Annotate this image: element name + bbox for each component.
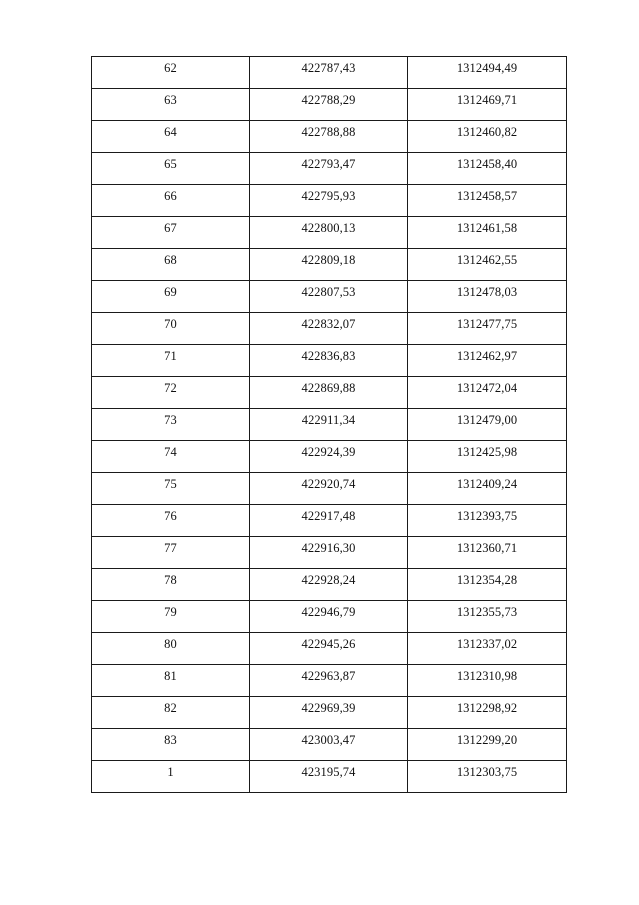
x-coordinate-cell: 422832,07: [250, 313, 408, 345]
y-coordinate-cell: 1312393,75: [408, 505, 567, 537]
x-coordinate-cell: 422800,13: [250, 217, 408, 249]
table-row: [92, 441, 567, 473]
x-coordinate-cell: 422928,24: [250, 569, 408, 601]
point-number-cell: 67: [92, 217, 250, 249]
point-number-cell: 64: [92, 121, 250, 153]
table-row: [92, 249, 567, 281]
table-row: [92, 185, 567, 217]
y-coordinate-cell: 1312479,00: [408, 409, 567, 441]
x-coordinate-cell: 422809,18: [250, 249, 408, 281]
y-coordinate-cell: 1312462,97: [408, 345, 567, 377]
table-row: [92, 313, 567, 345]
y-coordinate-cell: 1312298,92: [408, 697, 567, 729]
y-coordinate-cell: 1312299,20: [408, 729, 567, 761]
point-number-cell: 80: [92, 633, 250, 665]
table-row: [92, 569, 567, 601]
x-coordinate-cell: 423003,47: [250, 729, 408, 761]
y-coordinate-cell: 1312425,98: [408, 441, 567, 473]
y-coordinate-cell: 1312461,58: [408, 217, 567, 249]
point-number-cell: 79: [92, 601, 250, 633]
y-coordinate-cell: 1312360,71: [408, 537, 567, 569]
y-coordinate-cell: 1312355,73: [408, 601, 567, 633]
point-number-cell: 76: [92, 505, 250, 537]
x-coordinate-cell: 422945,26: [250, 633, 408, 665]
point-number-cell: 83: [92, 729, 250, 761]
x-coordinate-cell: 422795,93: [250, 185, 408, 217]
point-number-cell: 73: [92, 409, 250, 441]
point-number-cell: 63: [92, 89, 250, 121]
point-number-cell: 71: [92, 345, 250, 377]
x-coordinate-cell: 422793,47: [250, 153, 408, 185]
coordinates-table: [91, 56, 567, 793]
table-row: [92, 505, 567, 537]
y-coordinate-cell: 1312477,75: [408, 313, 567, 345]
x-coordinate-cell: 422869,88: [250, 377, 408, 409]
table-row: [92, 665, 567, 697]
x-coordinate-cell: 422963,87: [250, 665, 408, 697]
x-coordinate-cell: 422969,39: [250, 697, 408, 729]
point-number-cell: 70: [92, 313, 250, 345]
x-coordinate-cell: 422916,30: [250, 537, 408, 569]
x-coordinate-cell: 422946,79: [250, 601, 408, 633]
table-row: [92, 537, 567, 569]
y-coordinate-cell: 1312478,03: [408, 281, 567, 313]
point-number-cell: 81: [92, 665, 250, 697]
x-coordinate-cell: 422836,83: [250, 345, 408, 377]
table-row: [92, 281, 567, 313]
x-coordinate-cell: 422920,74: [250, 473, 408, 505]
table-row: [92, 121, 567, 153]
y-coordinate-cell: 1312494,49: [408, 57, 567, 89]
table-row: [92, 409, 567, 441]
y-coordinate-cell: 1312337,02: [408, 633, 567, 665]
y-coordinate-cell: 1312462,55: [408, 249, 567, 281]
table-row: [92, 697, 567, 729]
point-number-cell: 65: [92, 153, 250, 185]
point-number-cell: 78: [92, 569, 250, 601]
table-row: [92, 377, 567, 409]
x-coordinate-cell: 422911,34: [250, 409, 408, 441]
x-coordinate-cell: 423195,74: [250, 761, 408, 793]
x-coordinate-cell: 422917,48: [250, 505, 408, 537]
table-row: [92, 761, 567, 793]
table-row: [92, 57, 567, 89]
table-row: [92, 601, 567, 633]
y-coordinate-cell: 1312458,40: [408, 153, 567, 185]
point-number-cell: 68: [92, 249, 250, 281]
table-row: [92, 345, 567, 377]
point-number-cell: 74: [92, 441, 250, 473]
point-number-cell: 72: [92, 377, 250, 409]
y-coordinate-cell: 1312409,24: [408, 473, 567, 505]
point-number-cell: 1: [92, 761, 250, 793]
y-coordinate-cell: 1312472,04: [408, 377, 567, 409]
point-number-cell: 75: [92, 473, 250, 505]
y-coordinate-cell: 1312310,98: [408, 665, 567, 697]
x-coordinate-cell: 422807,53: [250, 281, 408, 313]
y-coordinate-cell: 1312303,75: [408, 761, 567, 793]
table-row: [92, 473, 567, 505]
table-row: [92, 153, 567, 185]
x-coordinate-cell: 422788,29: [250, 89, 408, 121]
table-row: [92, 633, 567, 665]
x-coordinate-cell: 422787,43: [250, 57, 408, 89]
y-coordinate-cell: 1312354,28: [408, 569, 567, 601]
point-number-cell: 82: [92, 697, 250, 729]
point-number-cell: 69: [92, 281, 250, 313]
y-coordinate-cell: 1312458,57: [408, 185, 567, 217]
x-coordinate-cell: 422924,39: [250, 441, 408, 473]
table-row: [92, 89, 567, 121]
point-number-cell: 66: [92, 185, 250, 217]
table-row: [92, 729, 567, 761]
coordinates-table-body: [92, 57, 567, 793]
y-coordinate-cell: 1312469,71: [408, 89, 567, 121]
y-coordinate-cell: 1312460,82: [408, 121, 567, 153]
point-number-cell: 62: [92, 57, 250, 89]
table-row: [92, 217, 567, 249]
point-number-cell: 77: [92, 537, 250, 569]
x-coordinate-cell: 422788,88: [250, 121, 408, 153]
